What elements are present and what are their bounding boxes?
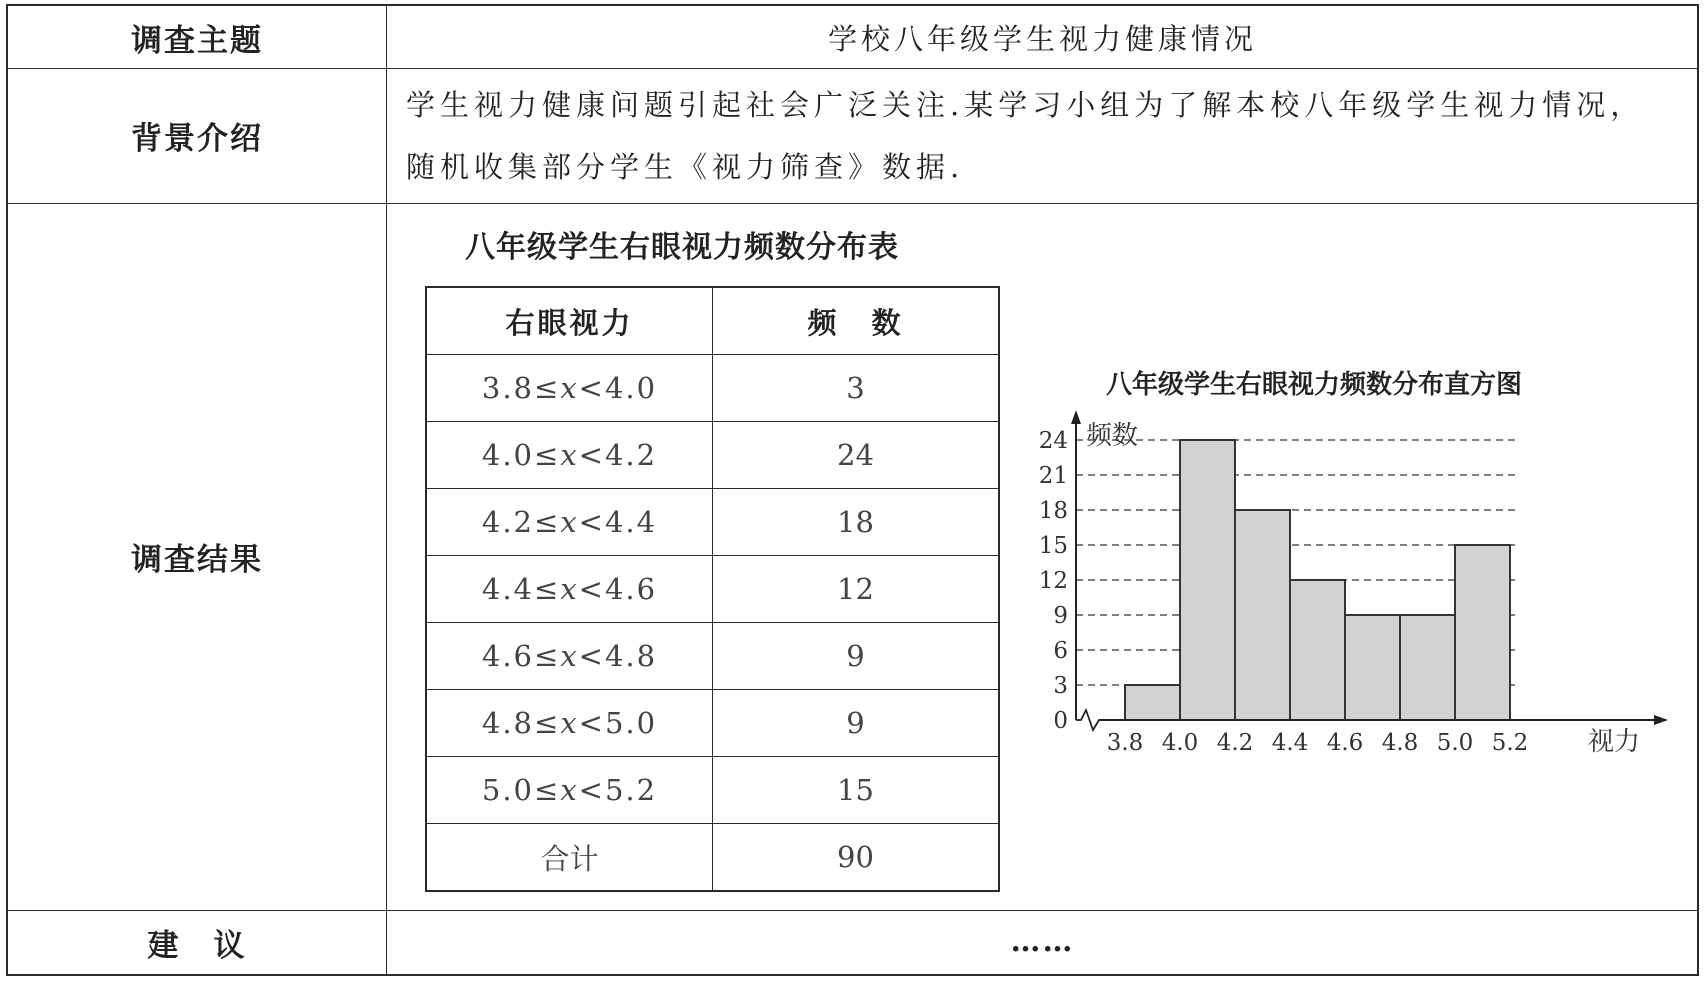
y-tick-label: 18 [1038,498,1068,524]
frequency-cell: 18 [713,489,1000,556]
results-label: 调查结果 [131,542,263,578]
y-tick-label: 12 [1038,568,1068,594]
histogram-bar [1455,545,1510,720]
x-tick-label: 4.4 [1271,730,1309,756]
frequency-cell: 9 [713,690,1000,757]
range-upper: 4.6 [604,572,658,606]
x-tick-label: 5.2 [1491,730,1529,756]
y-tick-label: 15 [1038,533,1068,559]
frequency-table-body [426,355,999,824]
frequency-cell: 15 [713,757,1000,824]
x-tick-labels [1107,730,1529,756]
range-le-sign: ≤ [534,706,561,740]
range-upper: 5.2 [604,773,658,807]
range-cell [426,623,713,690]
background-line-2: 随机收集部分学生《视力筛查》数据. [406,150,965,184]
range-cell [426,355,713,422]
range-variable: x [560,371,579,405]
y-axis-arrow [1071,410,1081,424]
range-le-sign: ≤ [534,639,561,673]
column-divider [386,6,387,974]
frequency-table-total-row [426,824,999,892]
y-tick-label: 3 [1053,673,1068,699]
range-lt-sign: < [578,371,605,405]
range-lower: 3.8 [481,371,534,405]
histogram-bar [1400,615,1455,720]
range-upper: 4.4 [604,505,658,539]
range-upper: 4.8 [604,639,658,673]
y-axis-label: 频数 [1086,421,1139,451]
range-variable: x [560,639,579,673]
range-lower: 4.8 [481,706,534,740]
x-tick-label: 3.8 [1106,730,1144,756]
range-lt-sign: < [578,773,605,807]
frequency-table-row [426,690,999,757]
range-upper: 5.0 [604,706,658,740]
y-tick-label: 0 [1053,708,1068,734]
range-cell [426,422,713,489]
header-frequency: 频 数 [713,287,1000,355]
x-tick-label: 4.8 [1381,730,1419,756]
range-lower: 4.6 [481,639,534,673]
range-cell [426,556,713,623]
histogram-bar [1290,580,1345,720]
range-cell [426,690,713,757]
range-upper: 4.2 [604,438,658,472]
range-variable: x [560,438,579,472]
range-le-sign: ≤ [534,505,561,539]
range-variable: x [560,773,579,807]
histogram-bar [1235,510,1290,720]
range-le-sign: ≤ [534,572,561,606]
suggestion-cell [388,910,1697,974]
range-variable: x [560,505,579,539]
range-upper: 4.0 [604,371,658,405]
frequency-table-row [426,422,999,489]
background-line-1: 学生视力健康问题引起社会广泛关注.某学习小组为了解本校八年级学生视力情况， [406,88,1645,122]
frequency-table-title: 八年级学生右眼视力频数分布表 [465,230,899,265]
frequency-table-header-row [426,287,999,355]
frequency-cell: 3 [713,355,1000,422]
background-label: 背景介绍 [131,121,263,157]
range-lt-sign: < [578,639,605,673]
topic-label: 调查主题 [131,22,263,59]
y-tick-label: 24 [1038,428,1068,454]
range-lt-sign: < [578,505,605,539]
histogram-bar [1345,615,1400,720]
total-label: 合计 [426,824,713,892]
range-cell [426,757,713,824]
x-tick-label: 4.2 [1216,730,1254,756]
frequency-table [425,286,1000,892]
histogram-chart [1020,410,1670,770]
range-lower: 4.4 [481,572,534,606]
frequency-table-row [426,757,999,824]
range-variable: x [560,572,579,606]
y-tick-label: 9 [1053,603,1068,629]
x-axis-label: 视力 [1588,727,1641,757]
frequency-table-row [426,623,999,690]
range-lt-sign: < [578,706,605,740]
background-text [388,68,1697,198]
range-lt-sign: < [578,438,605,472]
x-axis-arrow [1654,715,1668,725]
range-le-sign: ≤ [534,371,561,405]
histogram-title: 八年级学生右眼视力频数分布直方图 [1106,370,1523,400]
y-tick-label: 6 [1053,638,1068,664]
topic-cell [388,6,1697,68]
total-value: 90 [713,824,1000,892]
x-tick-label: 4.0 [1161,730,1199,756]
x-tick-label: 5.0 [1436,730,1474,756]
frequency-table-row [426,355,999,422]
histogram-bar [1125,685,1180,720]
background-cell [388,68,1697,203]
range-le-sign: ≤ [534,438,561,472]
range-le-sign: ≤ [534,773,561,807]
y-tick-labels [1039,428,1068,734]
y-tick-label: 21 [1038,463,1068,489]
frequency-table-row [426,556,999,623]
range-variable: x [560,706,579,740]
range-lower: 5.0 [481,773,534,807]
frequency-cell: 12 [713,556,1000,623]
range-lt-sign: < [578,572,605,606]
suggestion-label: 建 议 [147,927,247,964]
frequency-cell: 24 [713,422,1000,489]
range-lower: 4.2 [481,505,534,539]
x-tick-label: 4.6 [1326,730,1364,756]
suggestion-value: …… [1010,924,1075,959]
range-lower: 4.0 [481,438,534,472]
frequency-table-row [426,489,999,556]
frequency-cell: 9 [713,623,1000,690]
header-vision: 右眼视力 [426,287,713,355]
range-cell [426,489,713,556]
topic-value: 学校八年级学生视力健康情况 [827,22,1257,56]
histogram-bar [1180,440,1235,720]
